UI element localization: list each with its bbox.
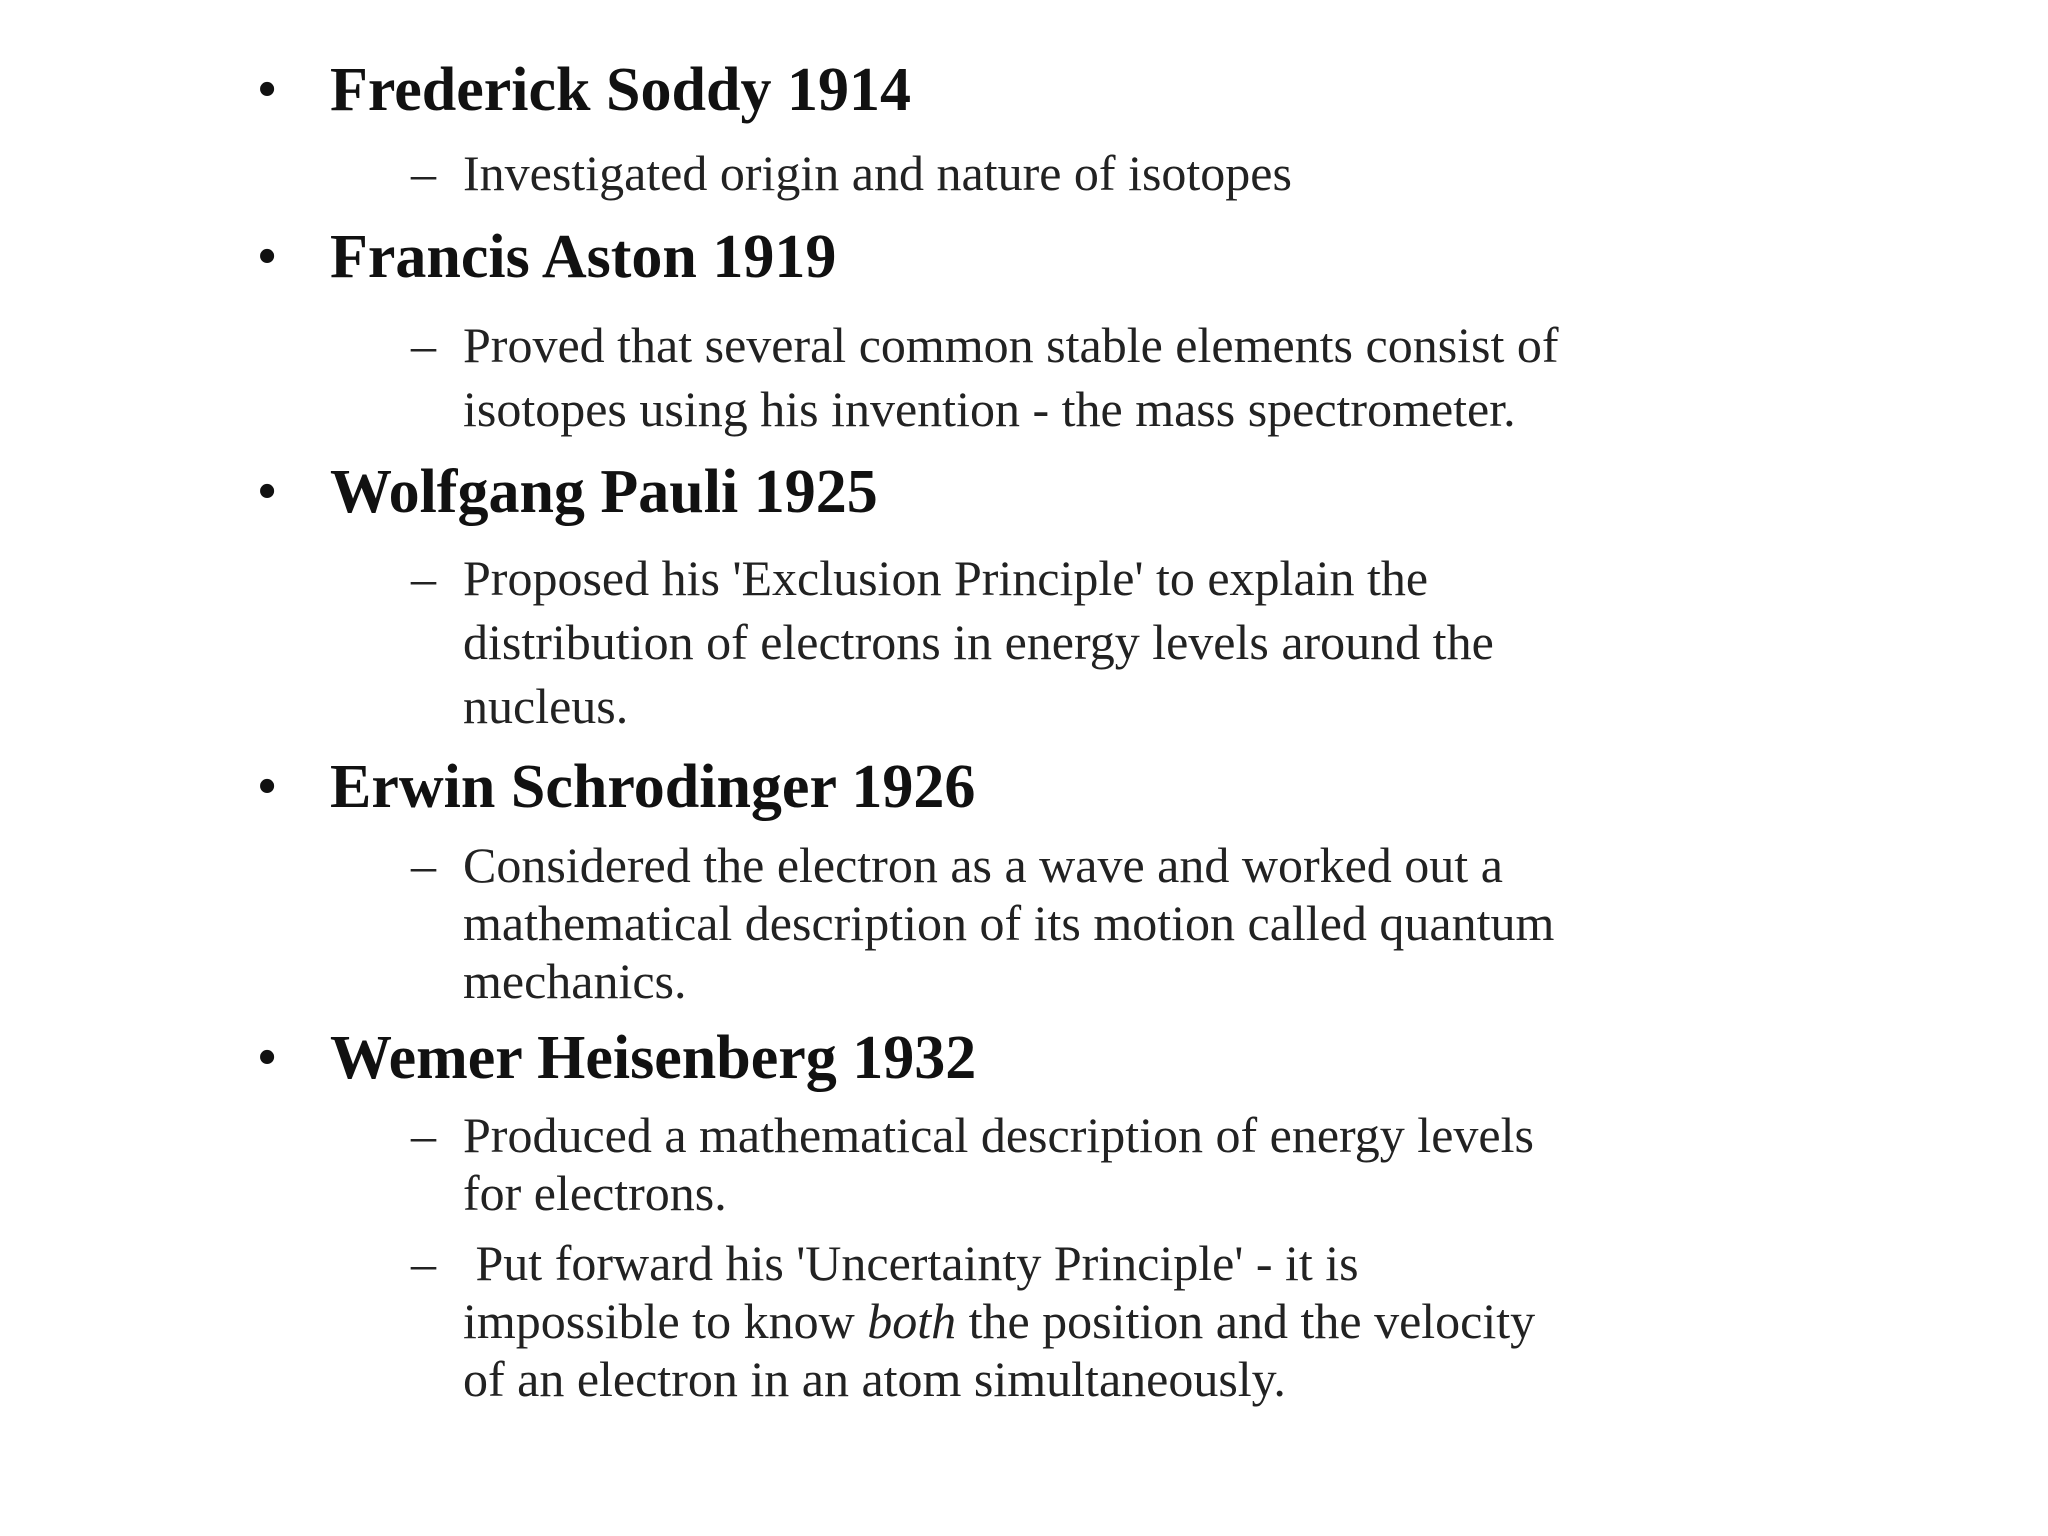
entry-detail-heisenberg-2 bbox=[411, 1234, 1536, 1408]
detail-line: mathematical description of its motion called quantum bbox=[463, 895, 1555, 951]
bullet-dot: • bbox=[258, 758, 277, 815]
dash-marker: – bbox=[411, 550, 436, 606]
detail-text: the position and the velocity bbox=[956, 1293, 1536, 1349]
entry-heading-heisenberg bbox=[258, 1023, 977, 1093]
detail-line: Proposed his 'Exclusion Principle' to explain the bbox=[463, 550, 1429, 606]
entry-title: Erwin Schrodinger 1926 bbox=[330, 753, 976, 821]
entry-heading-schrodinger bbox=[258, 752, 976, 822]
entry-title: Frederick Soddy 1914 bbox=[330, 56, 911, 124]
detail-line: Investigated origin and nature of isotopes bbox=[463, 145, 1292, 201]
detail-line: nucleus. bbox=[463, 678, 629, 734]
entry-detail-pauli bbox=[411, 546, 1494, 738]
detail-line: isotopes using his invention - the mass spectrometer. bbox=[463, 381, 1516, 437]
detail-line: of an electron in an atom simultaneously. bbox=[463, 1351, 1286, 1407]
dash-marker: – bbox=[411, 317, 436, 373]
entry-detail-soddy bbox=[411, 144, 1292, 202]
entry-title: Wemer Heisenberg 1932 bbox=[330, 1024, 977, 1092]
detail-line: Proved that several common stable elements consist of bbox=[463, 317, 1559, 373]
entry-title: Wolfgang Pauli 1925 bbox=[330, 458, 878, 526]
dash-marker: – bbox=[411, 1235, 436, 1291]
detail-line: Produced a mathematical description of energy levels bbox=[463, 1107, 1534, 1163]
bullet-dot: • bbox=[258, 463, 277, 520]
dash-marker: – bbox=[411, 1107, 436, 1163]
entry-heading-soddy bbox=[258, 55, 911, 125]
detail-line: distribution of electrons in energy levels around the bbox=[463, 614, 1494, 670]
entry-detail-heisenberg-1 bbox=[411, 1106, 1534, 1222]
detail-line: Considered the electron as a wave and worked out a bbox=[463, 837, 1503, 893]
dash-marker: – bbox=[411, 145, 436, 201]
entry-heading-pauli bbox=[258, 457, 878, 527]
entry-heading-aston bbox=[258, 222, 837, 292]
emphasis-text: both bbox=[867, 1293, 957, 1349]
bullet-dot: • bbox=[258, 1029, 277, 1086]
detail-line-with-emphasis bbox=[463, 1292, 1535, 1350]
detail-line: for electrons. bbox=[463, 1165, 727, 1221]
entry-title: Francis Aston 1919 bbox=[330, 223, 837, 291]
detail-line: mechanics. bbox=[463, 953, 687, 1009]
entry-detail-aston bbox=[411, 313, 1559, 441]
detail-line: Put forward his 'Uncertainty Principle' - it is bbox=[463, 1235, 1359, 1291]
bullet-dot: • bbox=[258, 228, 277, 285]
entry-detail-schrodinger bbox=[411, 836, 1555, 1010]
dash-marker: – bbox=[411, 837, 436, 893]
bullet-dot: • bbox=[258, 61, 277, 118]
detail-text: impossible to know bbox=[463, 1293, 868, 1349]
